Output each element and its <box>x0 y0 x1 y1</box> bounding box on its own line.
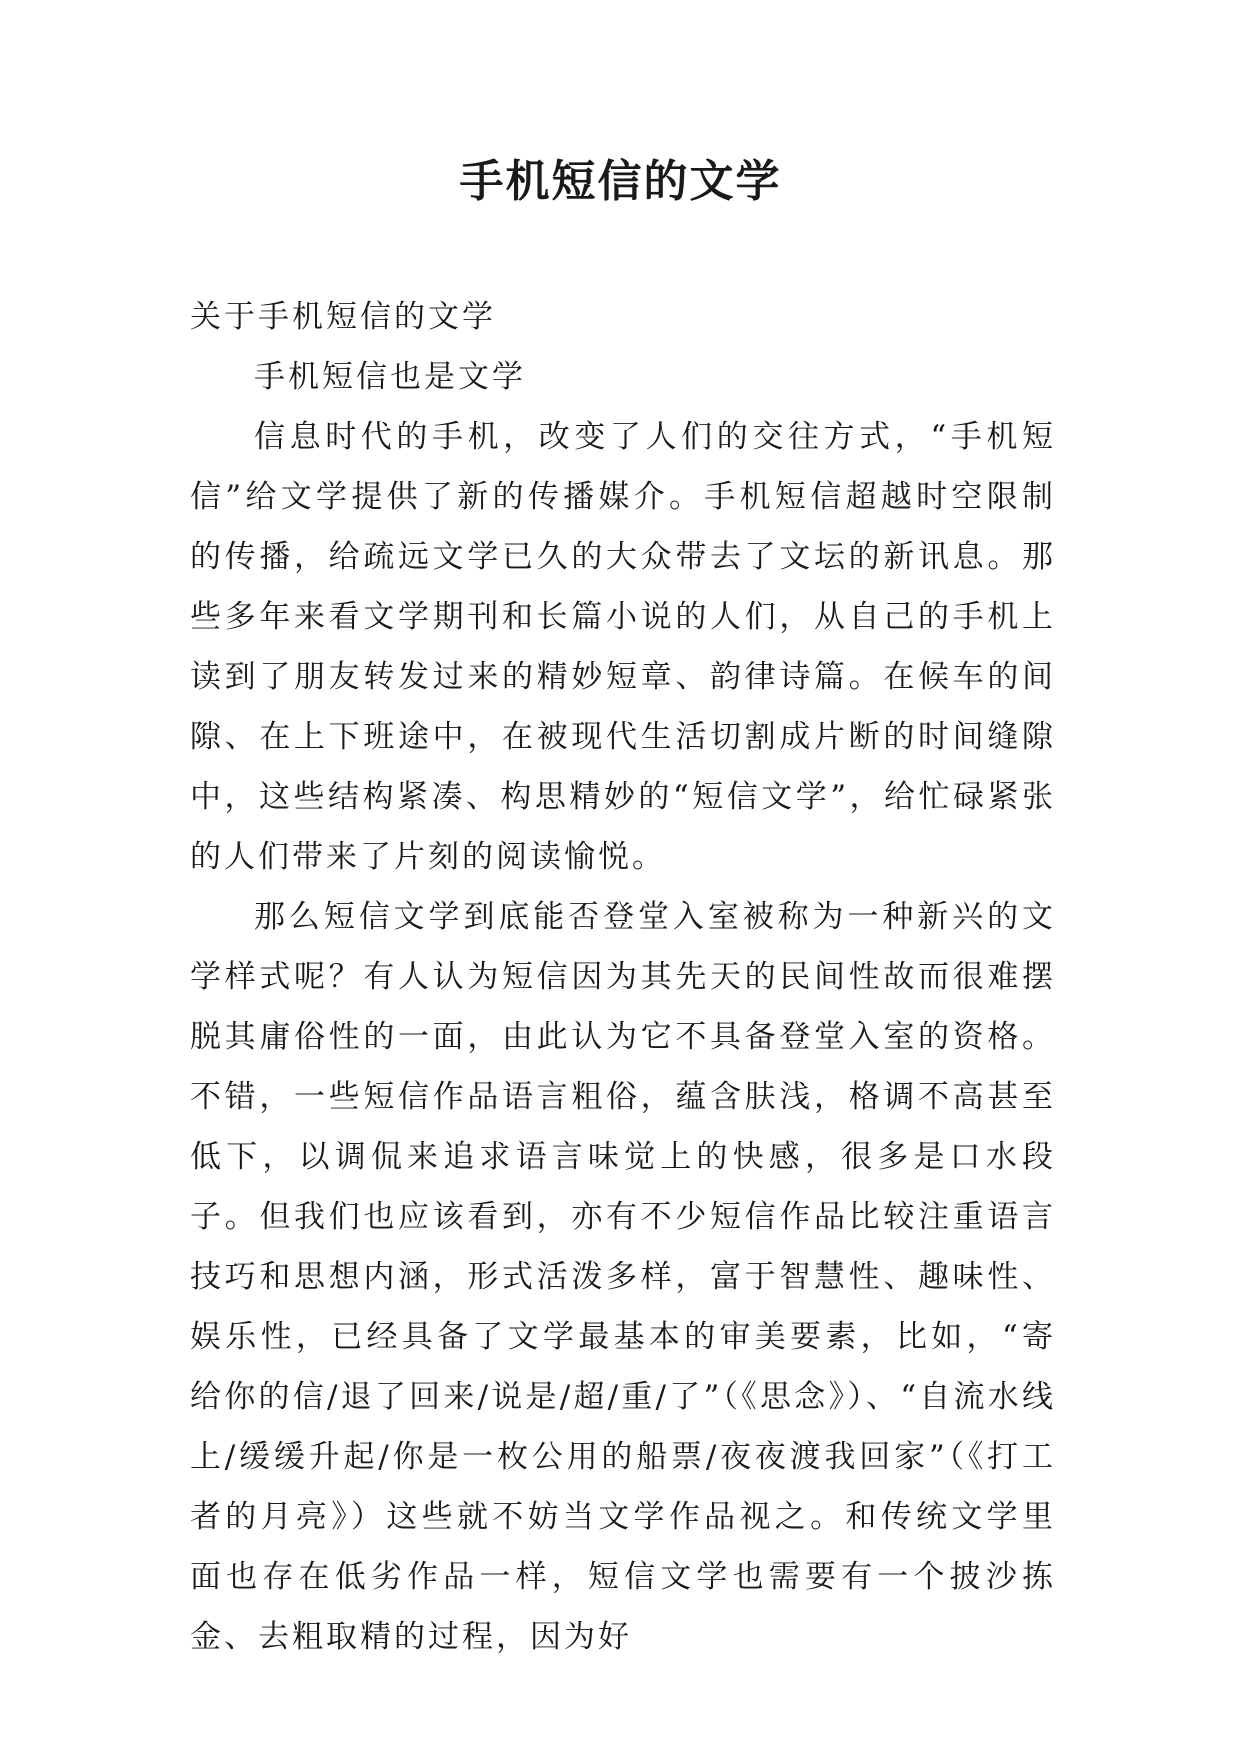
document-body <box>190 287 1056 1667</box>
paragraph: 那么短信文学到底能否登堂入室被称为一种新兴的文学样式呢？有人认为短信因为其先天的民间性故而很难摆脱其庸俗性的一面，由此认为它不具备登堂入室的资格。不错，一些短信作品语言粗俗，蕴含肤浅，格调不高甚至低下，以调侃来追求语言味觉上的快感，很多是口水段子。但我们也应该看到，亦有不少短信作品比较注重语言技巧和思想内涵，形式活泼多样，富于智慧性、趣味性、娱乐性，已经具备了文学最基本的审美要素，比如，“寄给你的信/退了回来/说是/超/重/了”（《思念》）、“自流水线上/缓缓升起/你是一枚公用的船票/夜夜渡我回家”（《打工者的月亮》）这些就不妨当文学作品视之。和传统文学里面也存在低劣作品一样，短信文学也需要有一个披沙拣金、去粗取精的过程，因为好 <box>190 899 1056 1655</box>
document-title: 手机短信的文学 <box>459 156 782 207</box>
subtitle-line: 手机短信也是文学 <box>254 359 526 395</box>
paragraph: 信息时代的手机，改变了人们的交往方式，“手机短信”给文学提供了新的传播媒介。手机短信超越时空限制的传播，给疏远文学已久的大众带去了文坛的新讯息。那些多年来看文学期刊和长篇小说的人们，从自己的手机上读到了朋友转发过来的精妙短章、韵律诗篇。在候车的间隙、在上下班途中，在被现代生活切割成片断的时间缝隙中，这些结构紧凑、构思精妙的“短信文学”，给忙碌紧张的人们带来了片刻的阅读愉悦。 <box>190 419 1056 875</box>
intro-line: 关于手机短信的文学 <box>190 299 496 335</box>
